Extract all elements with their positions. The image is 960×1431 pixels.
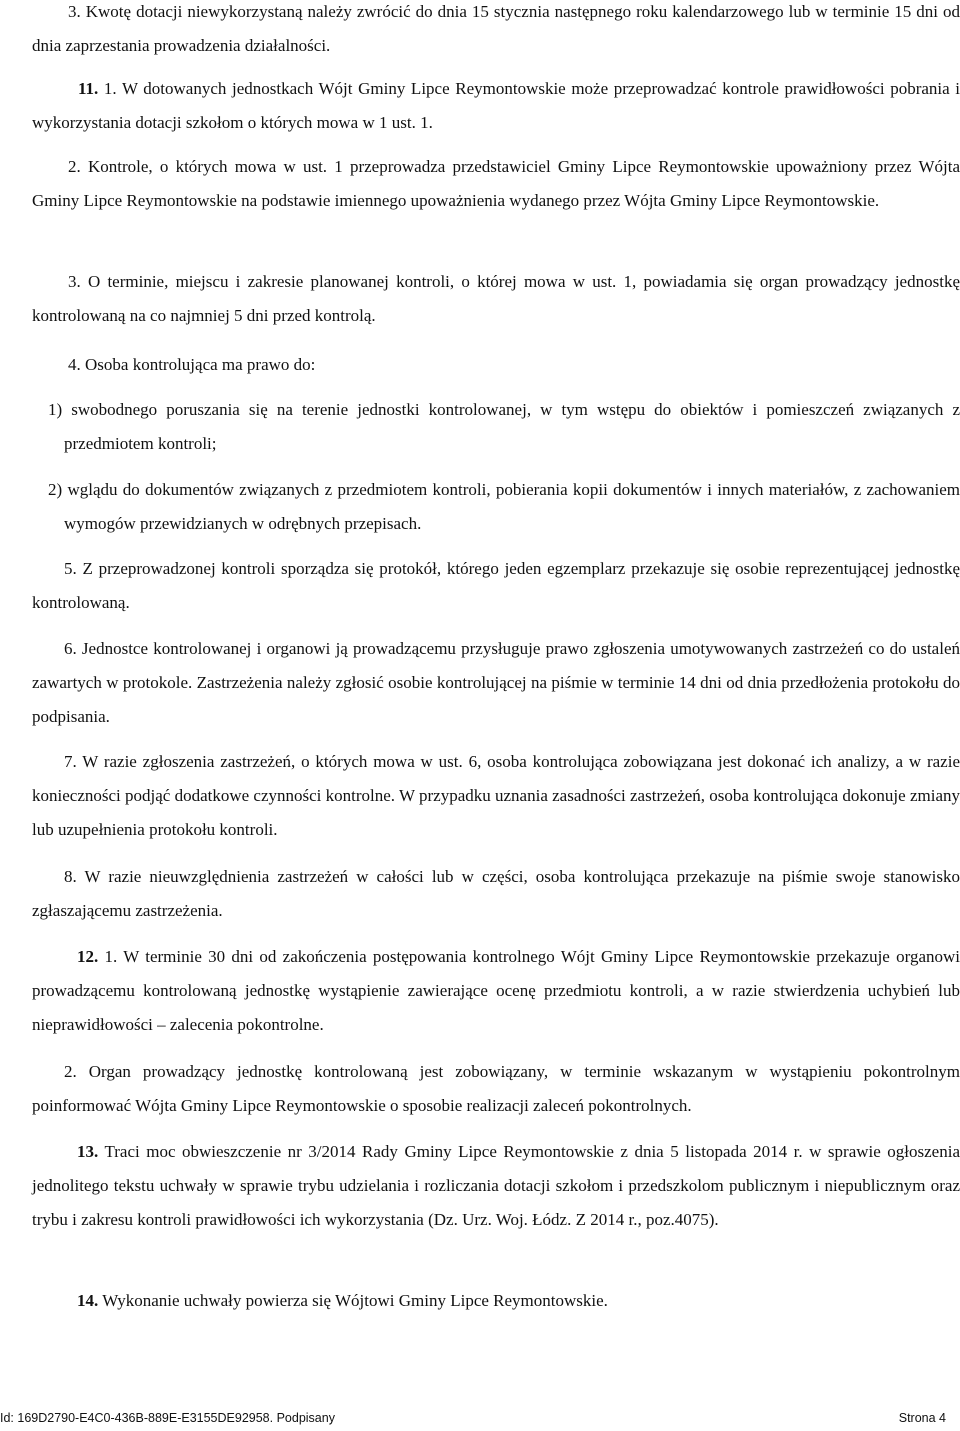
- paragraph-analiza-zastrzezen: [32, 745, 960, 847]
- paragraph-section-11: [32, 72, 960, 140]
- paragraph-zastrzezenia: [32, 632, 960, 734]
- paragraph-section-14: [32, 1284, 960, 1318]
- list-item-swobodnego-poruszania: [34, 393, 960, 461]
- paragraph-protokol: [32, 552, 960, 620]
- paragraph-text: 1. W dotowanych jednostkach Wójt Gminy Lipce Reymontowskie może przeprowadzać kontrole prawidłowości pobrania i wykorzystania dotacji szkołom o których mowa w 1 ust. 1.: [32, 79, 960, 132]
- paragraph-text: 7. W razie zgłoszenia zastrzeżeń, o których mowa w ust. 6, osoba kontrolująca zobowiązana jest dokonać ich analizy, a w razie konieczności podjąć dodatkowe czynności kontrolne. W przypadku uznania zasadności zastrzeżeń, osoba kontrolująca dokonuje zmiany lub uzupełnienia protokołu kontroli.: [32, 752, 960, 839]
- paragraph-text: 3. O terminie, miejscu i zakresie planowanej kontroli, o której mowa w ust. 1, powiadamia się organ prowadzący jednostkę kontrolowaną na co najmniej 5 dni przed kontrolą.: [32, 272, 960, 325]
- list-item-wgladu-do-dokumentow: [34, 473, 960, 541]
- page-footer: [0, 1405, 946, 1431]
- section-number: 14.: [77, 1291, 99, 1310]
- paragraph-text: 3. Kwotę dotacji niewykorzystaną należy zwrócić do dnia 15 stycznia następnego roku kalendarzowego lub w terminie 15 dni od dnia zaprzestania prowadzenia działalności.: [32, 2, 960, 55]
- paragraph-text: 4. Osoba kontrolująca ma prawo do:: [68, 355, 316, 374]
- paragraph-kontrole-przedstawiciel: [32, 150, 960, 218]
- section-number: 13.: [77, 1142, 99, 1161]
- paragraph-text: Traci moc obwieszczenie nr 3/2014 Rady Gminy Lipce Reymontowskie z dnia 5 listopada 2014 r. w sprawie ogłoszenia jednolitego tekstu uchwały w sprawie trybu udzielania i rozliczania dotacji szkołom i przedszkolom publicznym i niepublicznym oraz trybu i zakresu kontroli prawidłowości ich wykorzystania (Dz. Urz. Woj. Łódz. Z 2014 r., poz.4075).: [32, 1142, 960, 1229]
- paragraph-osoba-kontrolujaca: [32, 348, 960, 382]
- paragraph-text: 8. W razie nieuwzględnienia zastrzeżeń w całości lub w części, osoba kontrolująca przekazuje na piśmie swoje stanowisko zgłaszającemu zastrzeżenia.: [32, 867, 960, 920]
- footer-page-number: Strona 4: [898, 1411, 946, 1425]
- paragraph-kwota-dotacji: [32, 0, 960, 63]
- list-item-text: 1) swobodnego poruszania się na terenie jednostki kontrolowanej, w tym wstępu do obiektów i pomieszczeń związanych z przedmiotem kontroli;: [48, 400, 960, 453]
- paragraph-termin-kontroli: [32, 265, 960, 333]
- paragraph-section-12: [32, 940, 960, 1042]
- list-item-text: 2) wglądu do dokumentów związanych z przedmiotem kontroli, pobierania kopii dokumentów i innych materiałów, z zachowaniem wymogów przewidzianych w odrębnych przepisach.: [48, 480, 960, 533]
- paragraph-text: 1. W terminie 30 dni od zakończenia postępowania kontrolnego Wójt Gminy Lipce Reymontowskie przekazuje organowi prowadzącemu kontrolowaną jednostkę wystąpienie zawierające ocenę przedmiotu kontroli, a w razie stwierdzenia uchybień lub nieprawidłowości – zalecenia pokontrolne.: [32, 947, 960, 1034]
- paragraph-text: 2. Kontrole, o których mowa w ust. 1 przeprowadza przedstawiciel Gminy Lipce Reymontowskie upoważniony przez Wójta Gminy Lipce Reymontowskie na podstawie imiennego upoważnienia wydanego przez Wójta Gminy Lipce Reymontowskie.: [32, 157, 960, 210]
- paragraph-text: Wykonanie uchwały powierza się Wójtowi Gminy Lipce Reymontowskie.: [98, 1291, 608, 1310]
- paragraph-organ-prowadzacy: [32, 1055, 960, 1123]
- section-number: 12.: [77, 947, 99, 966]
- paragraph-section-13: [32, 1135, 960, 1237]
- section-number: 11.: [78, 79, 99, 98]
- footer-document-id: Id: 169D2790-E4C0-436B-889E-E3155DE92958. Podpisany: [0, 1411, 335, 1425]
- paragraph-text: 5. Z przeprowadzonej kontroli sporządza się protokół, którego jeden egzemplarz przekazuje się osobie reprezentującej jednostkę kontrolowaną.: [32, 559, 960, 612]
- paragraph-text: 6. Jednostce kontrolowanej i organowi ją prowadzącemu przysługuje prawo zgłoszenia umotywowanych zastrzeżeń co do ustaleń zawartych w protokole. Zastrzeżenia należy zgłosić osobie kontrolującej na piśmie w terminie 14 dni od dnia przedłożenia protokołu do podpisania.: [32, 639, 960, 726]
- paragraph-text: 2. Organ prowadzący jednostkę kontrolowaną jest zobowiązany, w terminie wskazanym w wystąpieniu pokontrolnym poinformować Wójta Gminy Lipce Reymontowskie o sposobie realizacji zaleceń pokontrolnych.: [32, 1062, 960, 1115]
- paragraph-nieuwzglednienie: [32, 860, 960, 928]
